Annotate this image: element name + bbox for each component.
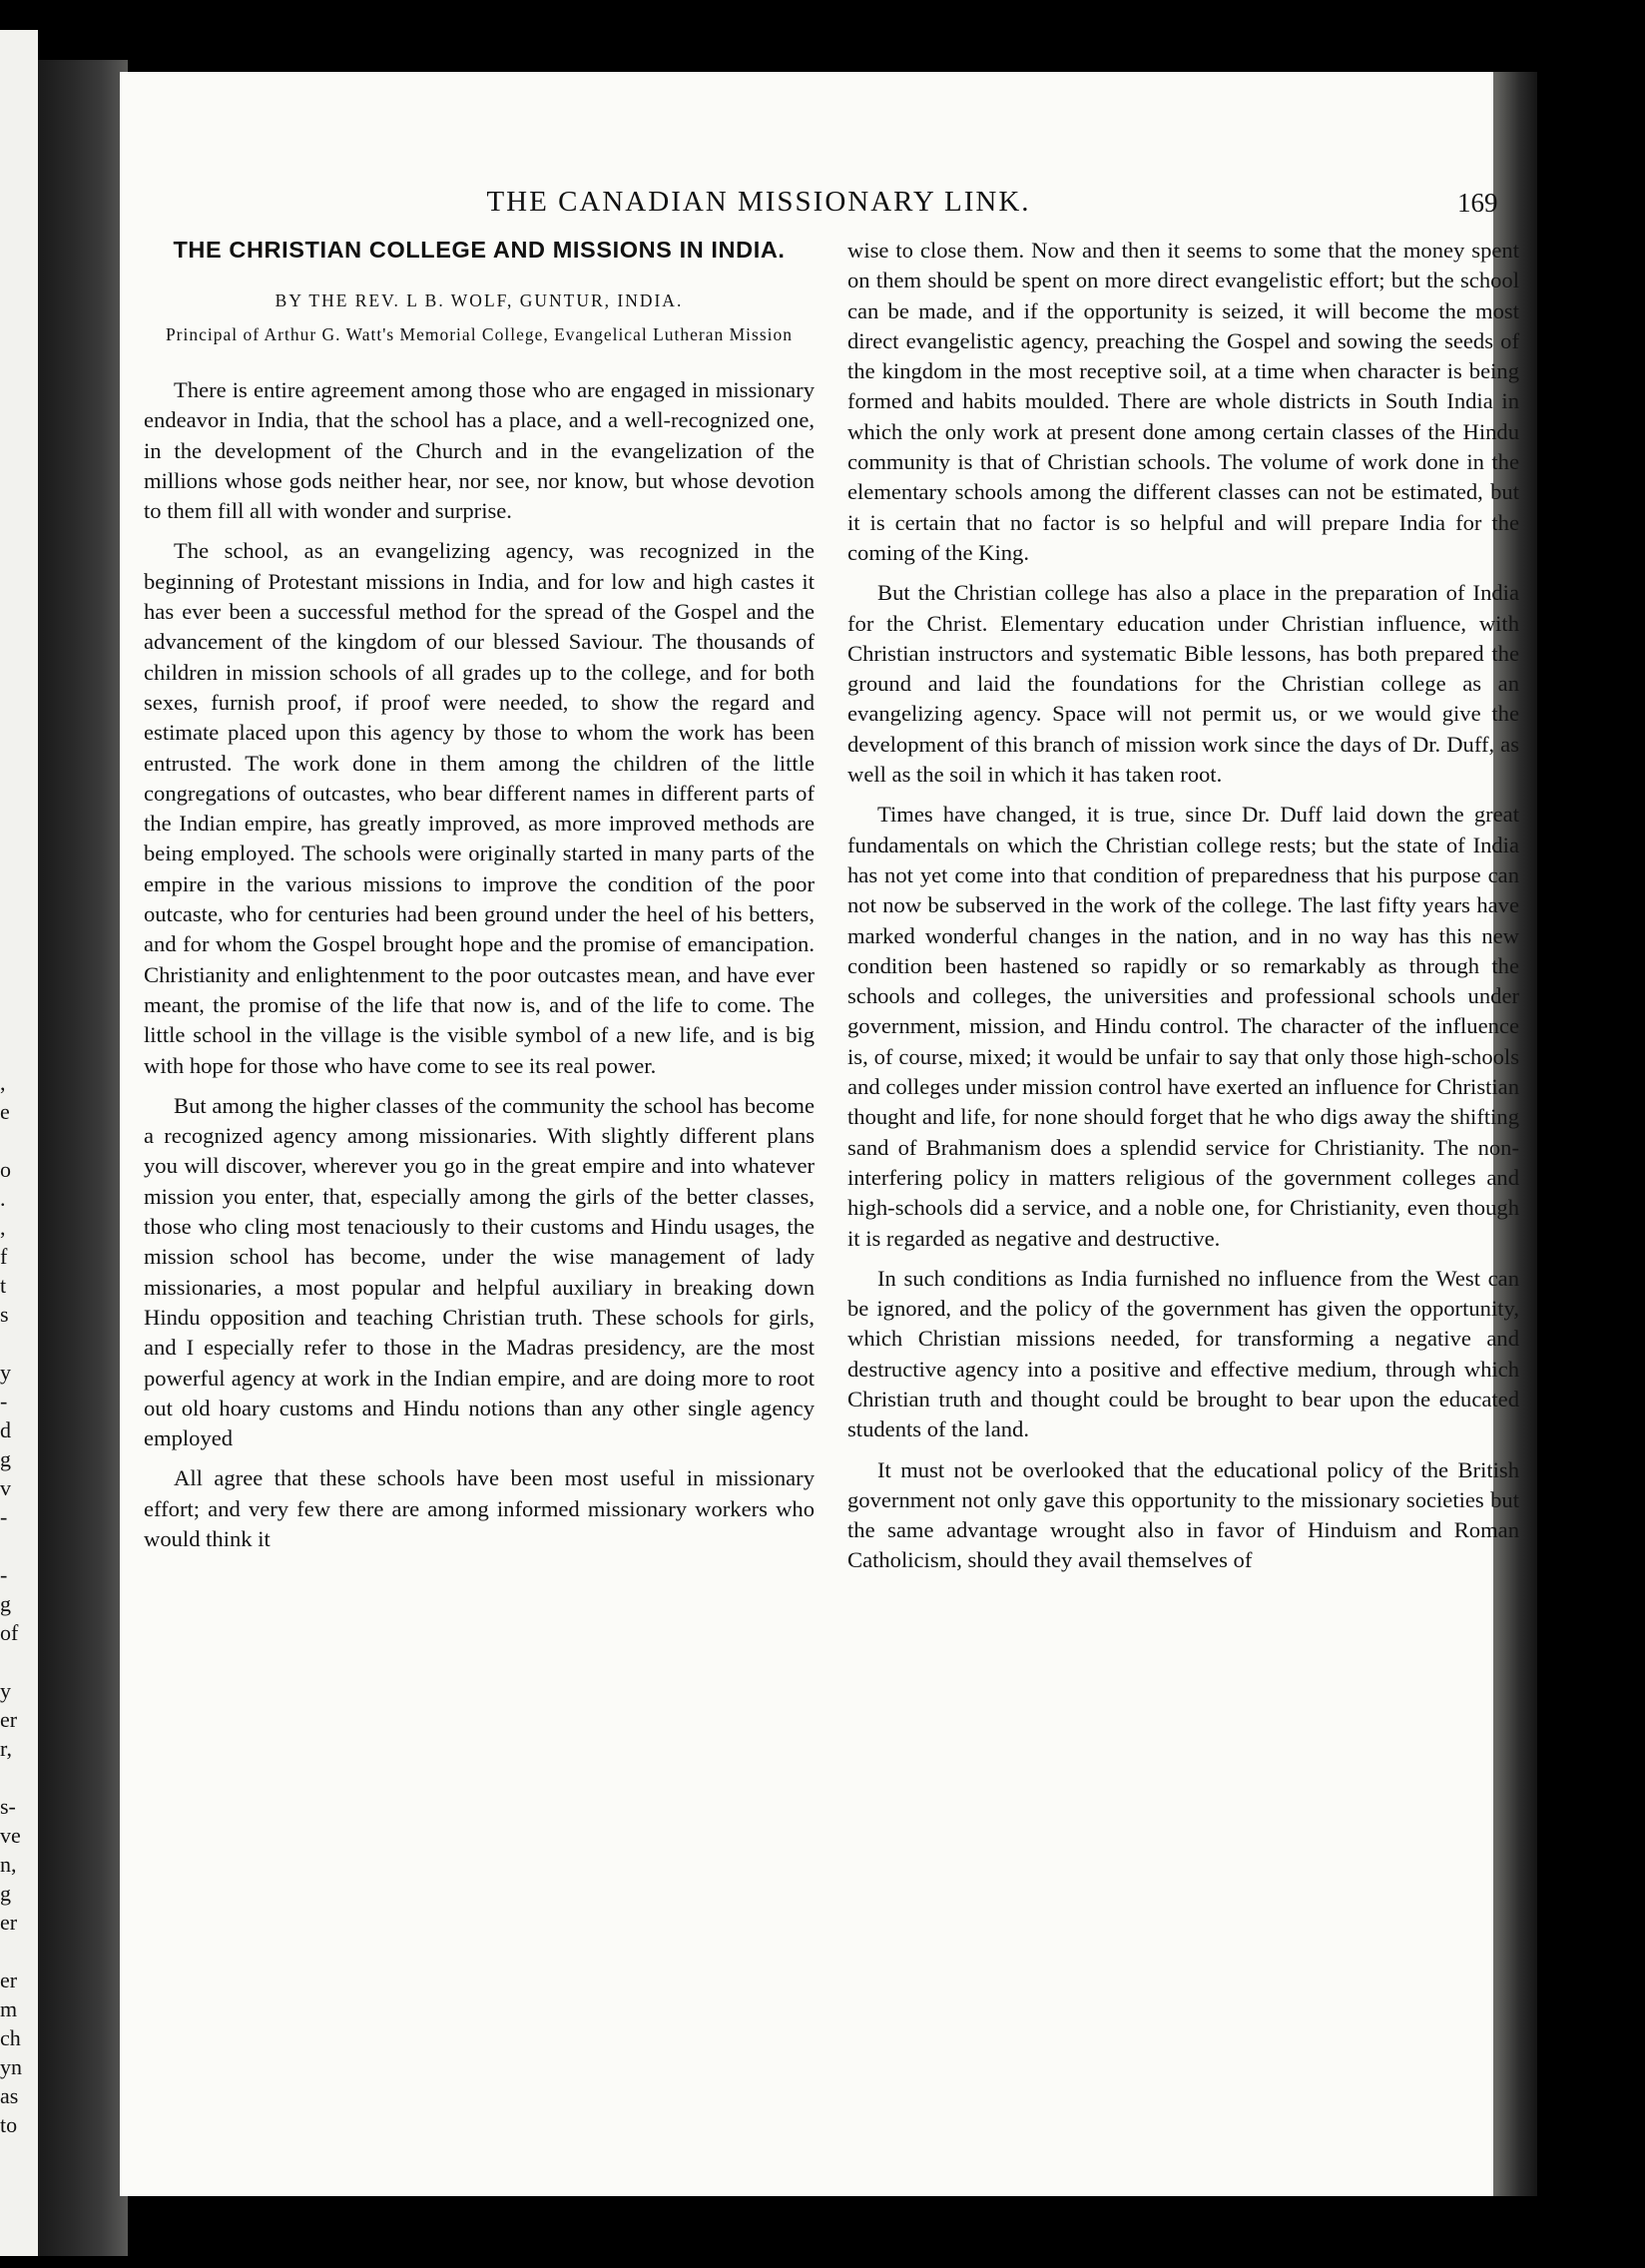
paragraph: There is entire agreement among those who are engaged in missionary endeavor in India, that the school has a place, and a well-recognized one, in the development of the Church and in the evangelization of the millions whose gods neither hear, nor see, nor know, but whose devotion to them fill all with wonder and surprise. <box>144 377 815 524</box>
adjacent-page-fragment: er <box>0 1968 18 1992</box>
paragraph: All agree that these schools have been most useful in missionary effort; and very few there are among informed missionary workers who would think it <box>144 1465 815 1551</box>
book-gutter <box>38 60 128 2256</box>
paragraph: The school, as an evangelizing agency, was recognized in the beginning of Protestant missions in India, and for low and high castes it has ever been a successful method for the spread of the Gospel and the advancement of the kingdom of our blessed Saviour. The thousands of children in mission schools of all grades up to the college, and for both sexes, furnish proof, if proof were needed, to show the regard and estimate placed upon this agency by those to whom the work has been entrusted. The work done in them among the children of the little congregations of outcastes, who bear different names in different parts of the Indian empire, has greatly improved, as more improved methods are being employed. The schools were originally started in many parts of the empire in the various missions to improve the condition of the poor outcaste, who for centuries had been ground under the heel of his betters, and for whom the Gospel brought hope and the promise of emancipation. Christianity and enlightenment to the poor outcastes mean, and have ever meant, the promise of the life that now is, and of the life to come. The little school in the village is the visible symbol of a new life, and is big with hope for those who have come to see its real power. <box>144 538 815 1078</box>
adjacent-page-text-fragments <box>0 1068 38 2139</box>
left-column-body <box>144 375 815 1554</box>
adjacent-page-fragment: m <box>0 1996 18 2021</box>
adjacent-page-fragment: , <box>0 1070 6 1095</box>
paragraph: But among the higher classes of the community the school has become a recognized agency among missionaries. With slightly different plans you will discover, wherever you go in the great empire and into whatever mission you enter, that, especially among the girls of the better classes, those who cling most tenaciously to their customs and Hindu usages, the mission school has become, under the wise management of lady missionaries, a most popular and helpful auxiliary in breaking down Hindu opposition and teaching Christian truth. These schools for girls, and I especially refer to those in the Madras presidency, are the most powerful agency at work in the Indian empire, and are doing more to root out old hoary customs and Hindu notions than any other single agency employed <box>144 1092 815 1451</box>
adjacent-page-fragment: er <box>0 1910 18 1935</box>
adjacent-page-fragment: yn <box>0 2054 22 2079</box>
left-column <box>144 236 815 1564</box>
adjacent-page-fragment: of <box>0 1620 19 1645</box>
adjacent-page-fragment: n, <box>0 1852 17 1877</box>
article-title: THE CHRISTIAN COLLEGE AND MISSIONS IN INDIA. <box>173 237 786 263</box>
adjacent-page-fragment: g <box>0 1591 11 1616</box>
adjacent-page-fragment: - <box>0 1562 8 1587</box>
adjacent-page-fragment: - <box>0 1504 8 1529</box>
adjacent-page-fragment: to <box>0 2112 18 2137</box>
paragraph: It must not be overlooked that the educational policy of the British government not only gave this opportunity to the missionary societies but the same advantage wrought also in favor of Hinduism and Roman Catholicism, should they avail themselves of <box>847 1456 1519 1573</box>
author-affiliation: Principal of Arthur G. Watt's Memorial College, Evangelical Lutheran Mission <box>165 324 794 344</box>
adjacent-page-fragment: g <box>0 1446 11 1471</box>
adjacent-page-fragment: e <box>0 1099 10 1124</box>
paragraph: In such conditions as India furnished no influence from the West can be ignored, and the policy of the government has given the opportunity, which Christian missions needed, for transforming a negative and destructive agency into a positive and effective medium, through which Christian truth and thought could be brought to bear upon the educated students of the land. <box>847 1265 1519 1442</box>
right-column-body <box>847 236 1519 1576</box>
adjacent-page-fragment: v <box>0 1475 11 1500</box>
adjacent-page-fragment <box>0 1329 38 1358</box>
paragraph: Times have changed, it is true, since Dr. Duff laid down the great fundamentals on which the Christian college rests; but the state of India has not yet come into that condition of preparedness that his purpose can not now be subserved in the work of the college. The last fifty years have marked wonderful changes in the nation, and in no way has this new condition been hastened so rapidly or so remarkably as through the schools and colleges, the universities and professional schools under government, mission, and Hindu control. The character of the influence is, of course, mixed; it would be unfair to say that only those high-schools and colleges under mission control have exerted an influence for Christian thought and life, for none should forget that he who digs away the shifting sand of Brahmanism does a splendid service for Christianity. The non-interfering policy in matters religious of the government colleges and high-schools did a service, and a noble one, for Christianity, even though it is regarded as negative and destructive. <box>847 802 1519 1251</box>
paragraph: But the Christian college has also a place in the preparation of India for the Christ. Elementary education under Christian influence, with Christian instructors and systematic Bible lessons, has both prepared the ground and laid the foundations for the Christian college as an evangelizing agency. Space will not permit us, or we would give the development of this branch of mission work since the days of Dr. Duff, as well as the soil in which it has taken root. <box>847 580 1519 788</box>
article-byline: BY THE REV. L B. WOLF, GUNTUR, INDIA. <box>274 290 684 310</box>
adjacent-page-fragment: y <box>0 1678 11 1703</box>
paragraph-continued: wise to close them. Now and then it seems to some that the money spent on them should be spent on more direct evangelistic effort; but the school can be made, and if the opportunity is seized, it will become the most direct evangelistic agency, preaching the Gospel and sowing the seeds of the kingdom in the most receptive soil, at a time when character is being formed and habits moulded. There are whole districts in South India in which the only work at present done among certain classes of the Hindu community is that of Christian schools. The volume of work done in the elementary schools among the different classes can not be estimated, but it is certain that no factor is so helpful and will prepare India for the coming of the King. <box>847 238 1519 565</box>
adjacent-page-fragment: s <box>0 1302 9 1327</box>
adjacent-page-fragment <box>0 1937 38 1966</box>
adjacent-page-fragment <box>0 1763 38 1792</box>
adjacent-page-fragment: s- <box>0 1794 16 1819</box>
adjacent-page-fragment: r, <box>0 1736 12 1761</box>
adjacent-page-fragment: - <box>0 1389 8 1414</box>
adjacent-page-fragment: y <box>0 1360 11 1385</box>
adjacent-page-fragment: g <box>0 1881 11 1906</box>
adjacent-page-fragment: ch <box>0 2025 21 2050</box>
running-head: THE CANADIAN MISSIONARY LINK. <box>486 186 1031 218</box>
adjacent-page-fragment: ve <box>0 1823 21 1848</box>
adjacent-page-fragment: . <box>0 1186 6 1211</box>
adjacent-page-fragment: d <box>0 1418 11 1442</box>
adjacent-page-fragment: f <box>0 1244 8 1269</box>
adjacent-page-fragment: o <box>0 1157 11 1182</box>
adjacent-page-fragment: er <box>0 1707 18 1732</box>
adjacent-page-fragment <box>0 1531 38 1560</box>
adjacent-page-fragment: as <box>0 2083 19 2108</box>
right-column <box>847 236 1519 1586</box>
adjacent-page-fragment <box>0 1126 38 1155</box>
page-number: 169 <box>1457 188 1498 218</box>
adjacent-page-fragment: , <box>0 1215 6 1240</box>
adjacent-page-fragment <box>0 1647 38 1676</box>
adjacent-page-fragment: t <box>0 1273 7 1298</box>
